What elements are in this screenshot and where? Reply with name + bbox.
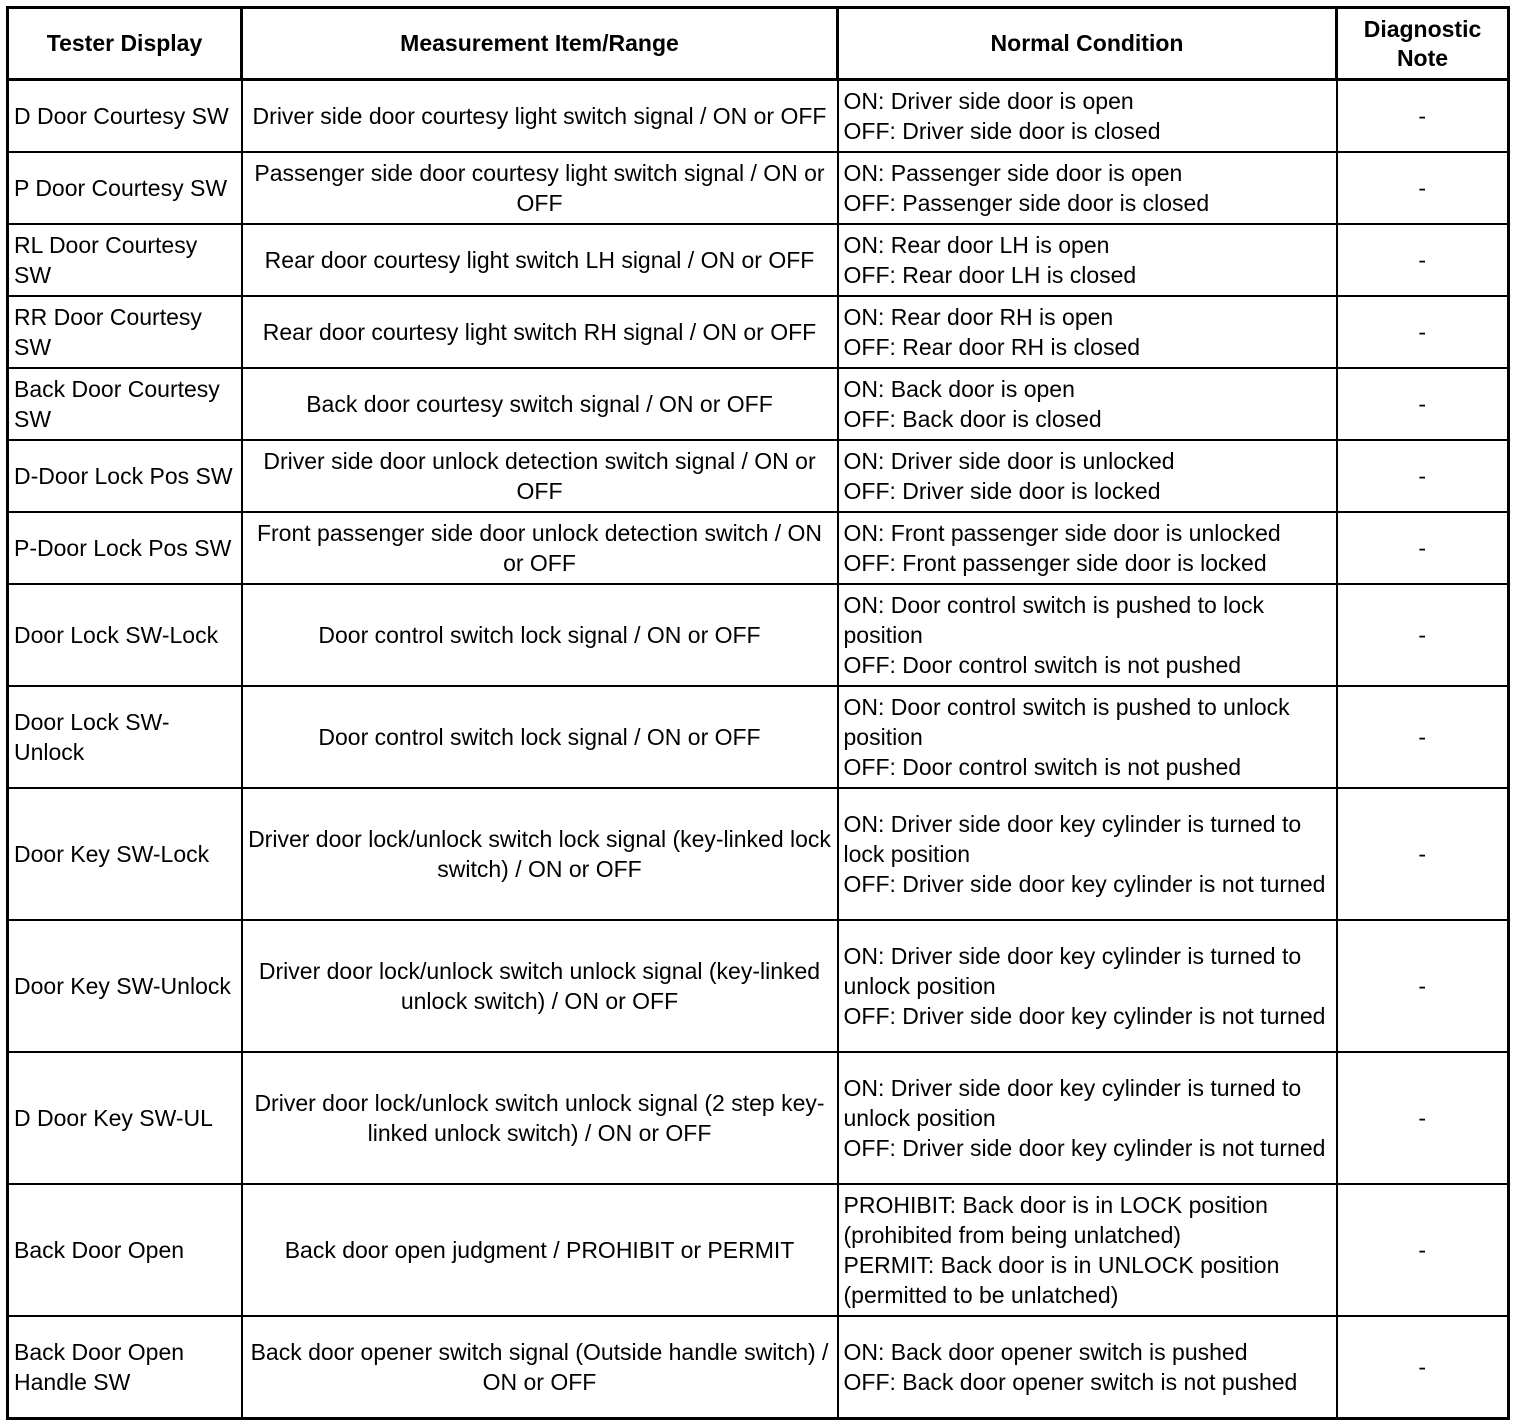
header-diagnostic-note-line1: Diagnostic bbox=[1363, 15, 1482, 42]
condition-line: ON: Driver side door key cylinder is turned to lock position bbox=[843, 811, 1302, 867]
cell-diagnostic-note: - bbox=[1337, 1184, 1509, 1316]
condition-line: OFF: Driver side door is locked bbox=[843, 478, 1161, 504]
cell-diagnostic-note: - bbox=[1337, 920, 1509, 1052]
cell-normal-condition bbox=[838, 920, 1337, 1052]
cell-measurement: Back door courtesy switch signal / ON or OFF bbox=[242, 368, 838, 440]
condition-line: OFF: Driver side door is closed bbox=[843, 118, 1161, 144]
cell-diagnostic-note: - bbox=[1337, 584, 1509, 686]
cell-normal-condition bbox=[838, 152, 1337, 224]
table-row bbox=[8, 512, 1509, 584]
condition-line: OFF: Door control switch is not pushed bbox=[843, 652, 1242, 678]
condition-line: ON: Door control switch is pushed to lock position bbox=[843, 592, 1265, 648]
cell-measurement: Driver door lock/unlock switch unlock signal (2 step key-linked unlock switch) / ON or OFF bbox=[242, 1052, 838, 1184]
cell-measurement: Front passenger side door unlock detection switch / ON or OFF bbox=[242, 512, 838, 584]
cell-diagnostic-note: - bbox=[1337, 440, 1509, 512]
cell-tester-display: Back Door Open bbox=[8, 1184, 242, 1316]
table-row bbox=[8, 368, 1509, 440]
cell-measurement: Rear door courtesy light switch RH signal / ON or OFF bbox=[242, 296, 838, 368]
header-diagnostic-note-line2: Note bbox=[1396, 44, 1449, 71]
condition-line: PROHIBIT: Back door is in LOCK position (prohibited from being unlatched) bbox=[843, 1192, 1268, 1248]
cell-tester-display: RL Door Courtesy SW bbox=[8, 224, 242, 296]
condition-line: OFF: Driver side door key cylinder is not turned bbox=[843, 1003, 1326, 1029]
condition-line: OFF: Driver side door key cylinder is not turned bbox=[843, 871, 1326, 897]
cell-measurement: Door control switch lock signal / ON or OFF bbox=[242, 686, 838, 788]
cell-normal-condition bbox=[838, 788, 1337, 920]
table-row bbox=[8, 584, 1509, 686]
cell-tester-display: RR Door Courtesy SW bbox=[8, 296, 242, 368]
condition-line: ON: Driver side door key cylinder is turned to unlock position bbox=[843, 1075, 1302, 1131]
cell-diagnostic-note: - bbox=[1337, 224, 1509, 296]
header-measurement: Measurement Item/Range bbox=[242, 8, 838, 80]
cell-tester-display: P Door Courtesy SW bbox=[8, 152, 242, 224]
cell-normal-condition bbox=[838, 224, 1337, 296]
header-row bbox=[8, 8, 1509, 80]
cell-normal-condition bbox=[838, 1184, 1337, 1316]
condition-line: OFF: Door control switch is not pushed bbox=[843, 754, 1242, 780]
cell-tester-display: Door Lock SW-Unlock bbox=[8, 686, 242, 788]
cell-tester-display: D Door Courtesy SW bbox=[8, 80, 242, 153]
cell-normal-condition bbox=[838, 80, 1337, 153]
table-row bbox=[8, 1052, 1509, 1184]
cell-measurement: Driver side door courtesy light switch signal / ON or OFF bbox=[242, 80, 838, 153]
condition-line: ON: Driver side door is unlocked bbox=[843, 448, 1175, 474]
cell-diagnostic-note: - bbox=[1337, 296, 1509, 368]
condition-line: PERMIT: Back door is in UNLOCK position (permitted to be unlatched) bbox=[843, 1252, 1280, 1308]
condition-line: OFF: Passenger side door is closed bbox=[843, 190, 1210, 216]
table-row bbox=[8, 1184, 1509, 1316]
header-tester-display: Tester Display bbox=[8, 8, 242, 80]
cell-measurement: Passenger side door courtesy light switch signal / ON or OFF bbox=[242, 152, 838, 224]
condition-line: OFF: Driver side door key cylinder is not turned bbox=[843, 1135, 1326, 1161]
cell-tester-display: D Door Key SW-UL bbox=[8, 1052, 242, 1184]
condition-line: ON: Driver side door is open bbox=[843, 88, 1134, 114]
cell-normal-condition bbox=[838, 440, 1337, 512]
cell-tester-display: Door Lock SW-Lock bbox=[8, 584, 242, 686]
condition-line: ON: Passenger side door is open bbox=[843, 160, 1183, 186]
cell-normal-condition bbox=[838, 1052, 1337, 1184]
condition-line: OFF: Back door is closed bbox=[843, 406, 1102, 432]
cell-measurement: Back door open judgment / PROHIBIT or PERMIT bbox=[242, 1184, 838, 1316]
cell-tester-display: Door Key SW-Lock bbox=[8, 788, 242, 920]
cell-measurement: Driver door lock/unlock switch unlock signal (key-linked unlock switch) / ON or OFF bbox=[242, 920, 838, 1052]
cell-tester-display: D-Door Lock Pos SW bbox=[8, 440, 242, 512]
table-row bbox=[8, 152, 1509, 224]
table-row bbox=[8, 440, 1509, 512]
condition-line: ON: Back door opener switch is pushed bbox=[843, 1339, 1248, 1365]
cell-measurement: Rear door courtesy light switch LH signal / ON or OFF bbox=[242, 224, 838, 296]
cell-diagnostic-note: - bbox=[1337, 788, 1509, 920]
condition-line: ON: Driver side door key cylinder is turned to unlock position bbox=[843, 943, 1302, 999]
cell-normal-condition bbox=[838, 686, 1337, 788]
cell-diagnostic-note: - bbox=[1337, 152, 1509, 224]
header-normal-condition: Normal Condition bbox=[838, 8, 1337, 80]
header-diagnostic-note bbox=[1337, 8, 1509, 80]
table-row bbox=[8, 686, 1509, 788]
condition-line: OFF: Rear door LH is closed bbox=[843, 262, 1137, 288]
table-row bbox=[8, 1316, 1509, 1419]
table-row bbox=[8, 296, 1509, 368]
condition-line: ON: Door control switch is pushed to unlock position bbox=[843, 694, 1290, 750]
data-list-table bbox=[6, 6, 1510, 1420]
cell-measurement: Driver side door unlock detection switch signal / ON or OFF bbox=[242, 440, 838, 512]
cell-diagnostic-note: - bbox=[1337, 368, 1509, 440]
cell-measurement: Back door opener switch signal (Outside handle switch) / ON or OFF bbox=[242, 1316, 838, 1419]
cell-normal-condition bbox=[838, 1316, 1337, 1419]
condition-line: OFF: Rear door RH is closed bbox=[843, 334, 1141, 360]
cell-normal-condition bbox=[838, 512, 1337, 584]
condition-line: ON: Rear door LH is open bbox=[843, 232, 1110, 258]
condition-line: ON: Rear door RH is open bbox=[843, 304, 1114, 330]
cell-normal-condition bbox=[838, 368, 1337, 440]
table-row bbox=[8, 224, 1509, 296]
cell-measurement: Door control switch lock signal / ON or OFF bbox=[242, 584, 838, 686]
condition-line: ON: Back door is open bbox=[843, 376, 1075, 402]
cell-diagnostic-note: - bbox=[1337, 686, 1509, 788]
condition-line: OFF: Back door opener switch is not pushed bbox=[843, 1369, 1298, 1395]
cell-diagnostic-note: - bbox=[1337, 1052, 1509, 1184]
cell-diagnostic-note: - bbox=[1337, 1316, 1509, 1419]
cell-measurement: Driver door lock/unlock switch lock signal (key-linked lock switch) / ON or OFF bbox=[242, 788, 838, 920]
table-row bbox=[8, 788, 1509, 920]
condition-line: OFF: Front passenger side door is locked bbox=[843, 550, 1267, 576]
condition-line: ON: Front passenger side door is unlocked bbox=[843, 520, 1281, 546]
cell-tester-display: P-Door Lock Pos SW bbox=[8, 512, 242, 584]
cell-tester-display: Back Door Open Handle SW bbox=[8, 1316, 242, 1419]
table-row bbox=[8, 920, 1509, 1052]
cell-diagnostic-note: - bbox=[1337, 512, 1509, 584]
cell-diagnostic-note: - bbox=[1337, 80, 1509, 153]
cell-tester-display: Door Key SW-Unlock bbox=[8, 920, 242, 1052]
table-row bbox=[8, 80, 1509, 153]
cell-normal-condition bbox=[838, 296, 1337, 368]
cell-normal-condition bbox=[838, 584, 1337, 686]
cell-tester-display: Back Door Courtesy SW bbox=[8, 368, 242, 440]
